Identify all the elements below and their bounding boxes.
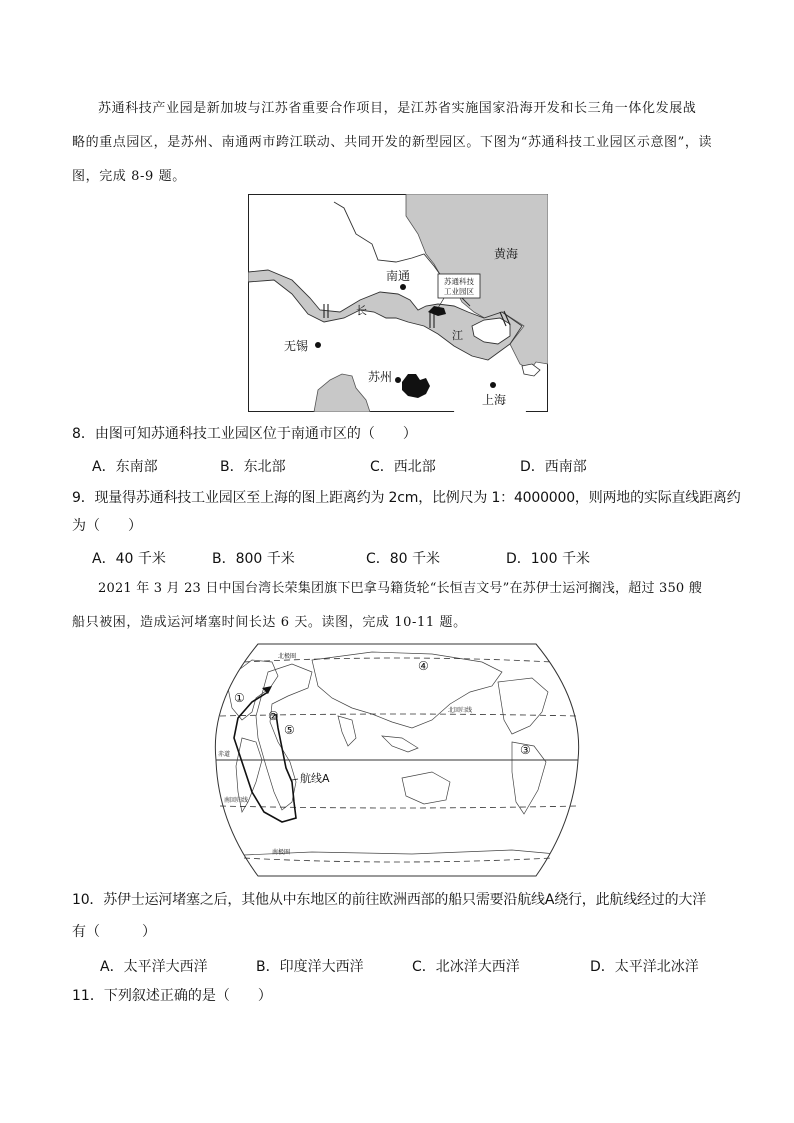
intro-paragraph-2 xyxy=(72,572,732,640)
q9-option-c[interactable]: C．80 千米 xyxy=(366,551,441,567)
wuxi-label: 无锡 xyxy=(284,339,309,353)
suzhou-dot xyxy=(395,377,401,383)
world-route-map xyxy=(212,642,582,878)
q9-stem-line1: 9．现量得苏通科技工业园区至上海的图上距离约为 2cm，比例尺为 1：4000000，则两地的实际直线距离约 xyxy=(72,490,741,506)
equator-label: 赤道 xyxy=(218,751,231,758)
route-a-label: 航线A xyxy=(300,772,330,785)
antarctic-circle-label: 南极圈 xyxy=(272,849,291,856)
q10-option-d[interactable]: D．太平洋北冰洋 xyxy=(590,959,699,975)
tropic-capricorn-label: 南回归线 xyxy=(224,797,249,804)
q8-option-d[interactable]: D．西南部 xyxy=(520,459,587,475)
marker-5: ⑤ xyxy=(284,723,295,737)
q10-stem-line2: 有（ ） xyxy=(72,924,156,940)
marker-4: ④ xyxy=(418,659,429,673)
question-11-stem: 11．下列叙述正确的是（ ） xyxy=(72,988,272,1004)
suzhou-label: 苏州 xyxy=(368,370,393,384)
intro1-line3: 图，完成 8-9 题。 xyxy=(72,169,186,184)
park-label-line2: 工业园区 xyxy=(444,287,474,296)
q10-option-a[interactable]: A．太平洋大西洋 xyxy=(100,959,208,975)
question-9-stem xyxy=(72,484,741,540)
shanghai-label: 上海 xyxy=(482,393,507,407)
q9-stem-line2: 为（ ） xyxy=(72,518,142,534)
intro1-line2: 略的重点园区，是苏州、南通两市跨江联动、共同开发的新型园区。下图为“苏通科技工业园区示意图”，读 xyxy=(72,135,713,150)
q10-option-c[interactable]: C．北冰洋大西洋 xyxy=(412,959,520,975)
nantong-dot xyxy=(400,284,406,290)
arctic-circle-label: 北极圈 xyxy=(278,653,297,660)
tropic-cancer-label: 北回归线 xyxy=(448,707,473,714)
yellow-sea-label: 黄海 xyxy=(494,247,519,261)
intro-paragraph-1 xyxy=(72,92,732,194)
marker-2: ② xyxy=(268,709,279,723)
marker-1: ① xyxy=(234,691,245,705)
park-label-line1: 苏通科技 xyxy=(444,277,474,286)
wuxi-dot xyxy=(315,342,321,348)
intro2-line2: 船只被困，造成运河堵塞时间长达 6 天。读图，完成 10-11 题。 xyxy=(72,615,467,630)
question-10-stem xyxy=(72,884,732,948)
q9-option-a[interactable]: A．40 千米 xyxy=(92,551,166,567)
intro1-line1: 苏通科技产业园是新加坡与江苏省重要合作项目，是江苏省实施国家沿海开发和长三角一体化发展战 xyxy=(98,101,697,116)
q8-option-b[interactable]: B．东北部 xyxy=(220,459,286,475)
q10-stem-line1: 10．苏伊士运河堵塞之后，其他从中东地区的前往欧洲西部的船只需要沿航线A绕行，此航线经过的大洋 xyxy=(72,892,706,908)
jiang-label: 江 xyxy=(452,329,463,342)
sutong-park-map xyxy=(248,194,548,412)
shanghai-dot xyxy=(490,382,496,388)
marker-3: ③ xyxy=(520,743,531,757)
chang-label: 长 xyxy=(356,304,367,317)
q8-option-a[interactable]: A．东南部 xyxy=(92,459,158,475)
q10-option-b[interactable]: B．印度洋大西洋 xyxy=(256,959,364,975)
intro2-line1: 2021 年 3 月 23 日中国台湾长荣集团旗下巴拿马籍货轮“长恒吉文号”在苏伊士运河搁浅，超过 350 艘 xyxy=(98,581,702,596)
q9-option-d[interactable]: D．100 千米 xyxy=(506,551,590,567)
question-8-stem: 8．由图可知苏通科技工业园区位于南通市区的（ ） xyxy=(72,426,417,442)
q9-option-b[interactable]: B．800 千米 xyxy=(212,551,295,567)
q8-option-c[interactable]: C．西北部 xyxy=(370,459,436,475)
nantong-label: 南通 xyxy=(386,269,411,283)
